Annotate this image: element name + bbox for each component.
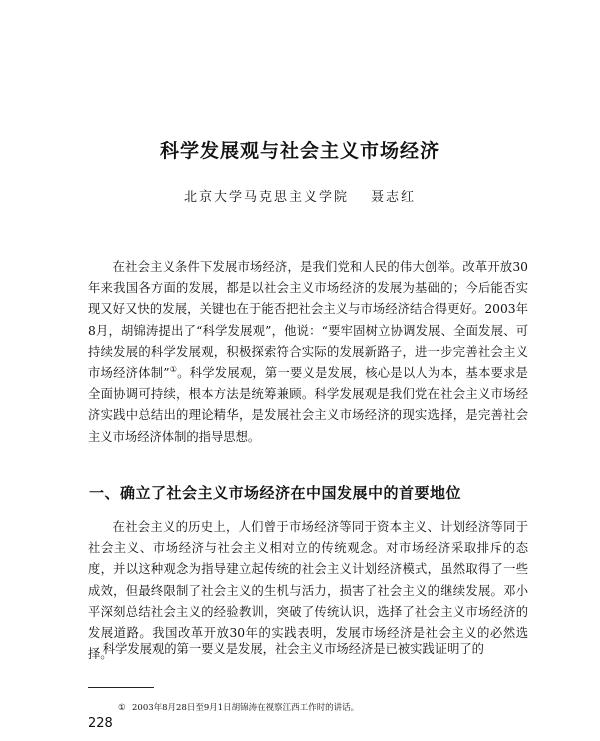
paper-title: 科学发展观与社会主义市场经济	[159, 140, 440, 162]
footnote-mark: ①	[118, 703, 126, 713]
body-paragraph-continued: 科学发展观的第一要义是发展，社会主义市场经济是已被实践证明了的	[102, 642, 484, 656]
intro-paragraph	[88, 257, 528, 448]
footnote-reference: ①	[169, 364, 178, 374]
author-byline	[0, 186, 600, 205]
author-name: 聂志红	[371, 190, 417, 205]
intro-paragraph-tail: 。科学发展观，第一要义是发展，核心是以人为本，基本要求是全面协调可持续，根本方法是统筹兼顾。科学发展观是我们党在社会主义市场经济实践中总结出的理论精华，是发展社会主义市场经济的现实选择，是完善社会主义市场经济体制的指导思想。	[88, 366, 528, 444]
body-paragraph: 在社会主义的历史上，人们曾于市场经济等同于资本主义、计划经济等同于社会主义、市场经济与社会主义相对立的传统观念。对市场经济采取排斥的态度，并以这种观念为指导建立起传统的社会主义计划经济模式，虽然取得了一些成效，但最终限制了社会主义的生机与活力，损害了社会主义的继续发展。邓小平深刻总结社会主义的经验教训，突破了传统认识，选择了社会主义市场经济的发展道路。我国改革开放30年的实践表明，发展市场经济是社会主义的必然选择。	[88, 520, 528, 662]
footnote	[118, 701, 538, 713]
footnote-divider	[88, 687, 154, 688]
intro-paragraph-text: 在社会主义条件下发展市场经济，是我们党和人民的伟大创举。改革开放30年来我国各方面的发展，都是以社会主义市场经济的发展为基础的；今后能否实现又好又快的发展，关键也在于能否把社会主义与市场经济结合得更好。2003年8月，胡锦涛提出了“科学发展观”，他说：“要牢固树立协调发展、全面发展、可持续发展的科学发展观，积极探索符合实际的发展新路子，进一步完善社会主义市场经济体制”	[88, 260, 528, 381]
author-affiliation: 北京大学马克思主义学院	[183, 190, 349, 205]
footnote-text: 2003年8月28日至9月1日胡锦涛在视察江西工作时的讲话。	[132, 703, 360, 713]
section-heading: 一、确立了社会主义市场经济在中国发展中的首要地位	[89, 484, 462, 502]
page-number: 228	[88, 716, 113, 731]
